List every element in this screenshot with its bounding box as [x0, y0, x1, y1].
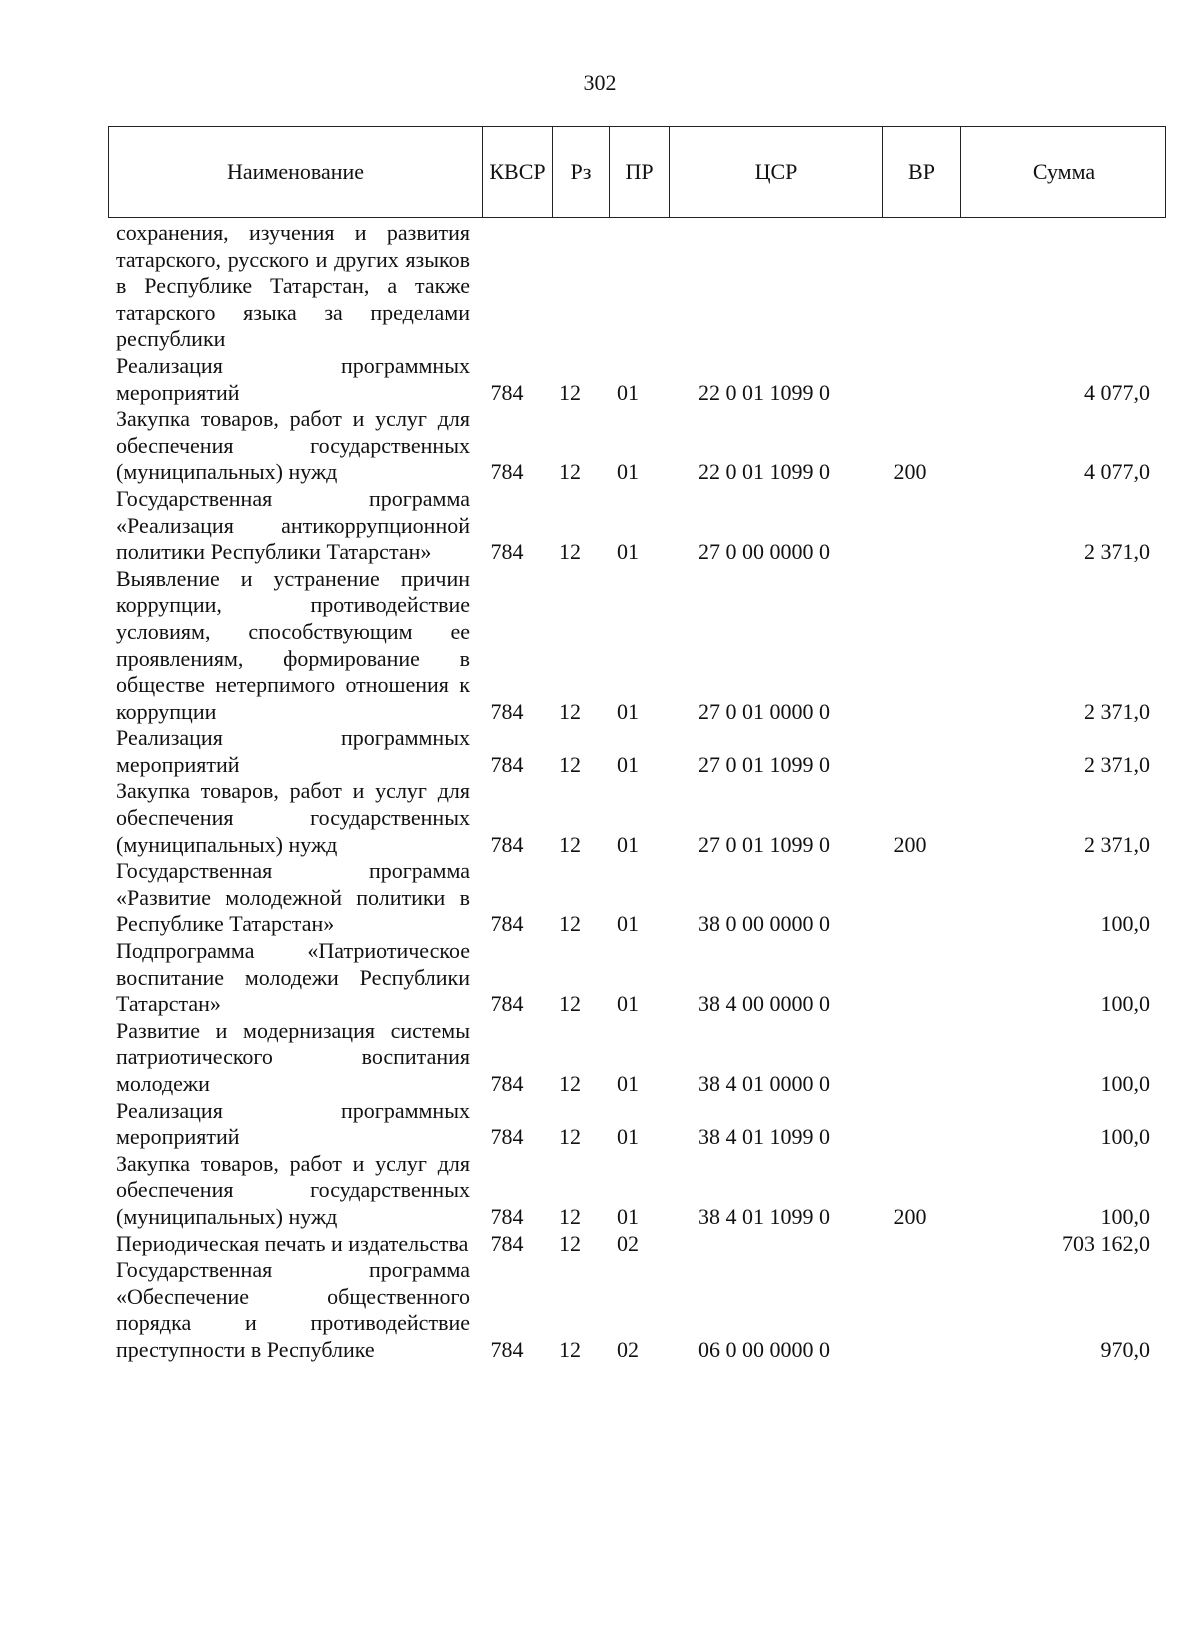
cell-name: Реализация программных мероприятий [116, 1097, 470, 1150]
cell-csr: 38 4 01 1099 0 [698, 1124, 830, 1150]
cell-csr: 27 0 01 1099 0 [698, 751, 830, 777]
page-number: 302 [583, 70, 617, 95]
cell-sum: 100,0 [1100, 991, 1150, 1017]
header-name: Наименование [109, 127, 483, 217]
cell-csr: 22 0 01 1099 0 [698, 459, 830, 485]
cell-pr: 02 [617, 1230, 639, 1256]
table-header [108, 126, 1166, 218]
cell-pr: 01 [617, 539, 639, 565]
cell-sum: 970,0 [1100, 1336, 1150, 1362]
cell-name: Периодическая печать и издательства [116, 1230, 469, 1256]
cell-kvsr: 784 [490, 459, 524, 485]
cell-rz: 12 [559, 1203, 581, 1229]
cell-rz: 12 [559, 1230, 581, 1256]
cell-name: Выявление и устранение причин коррупции, противодействие условиям, способствующим ее проявлениям, формирование в обществе нетерпимого отношения к коррупции [116, 565, 470, 724]
cell-name: сохранения, изучения и развития татарского, русского и других языков в Республике Татарстан, а также татарского языка за пределами республики [116, 220, 470, 352]
cell-csr: 27 0 01 0000 0 [698, 698, 830, 724]
cell-kvsr: 784 [490, 1071, 524, 1096]
table-row [0, 778, 1200, 858]
cell-rz: 12 [559, 991, 581, 1017]
cell-rz: 12 [559, 1336, 581, 1362]
cell-name: Закупка товаров, работ и услуг для обеспечения государственных (муниципальных) нужд [116, 778, 470, 857]
cell-name: Закупка товаров, работ и услуг для обеспечения государственных (муниципальных) нужд [116, 1150, 470, 1229]
cell-rz: 12 [559, 751, 581, 777]
header-pr: ПР [610, 127, 670, 217]
header-csr: ЦСР [670, 127, 883, 217]
cell-name: Реализация программных мероприятий [116, 725, 470, 777]
cell-rz: 12 [559, 698, 581, 724]
cell-pr: 02 [617, 1336, 639, 1362]
cell-kvsr: 784 [490, 831, 524, 857]
cell-rz: 12 [559, 831, 581, 857]
cell-name: Подпрограмма «Патриотическое воспитание молодежи Республики Татарстан» [116, 938, 470, 1017]
table-row [0, 486, 1200, 566]
cell-csr: 06 0 00 0000 0 [698, 1336, 830, 1362]
cell-kvsr: 784 [490, 991, 524, 1017]
header-rz: Рз [553, 127, 610, 217]
table-row [0, 1098, 1200, 1151]
table-body [0, 220, 1200, 1364]
cell-pr: 01 [617, 1071, 639, 1096]
cell-kvsr: 784 [490, 698, 524, 724]
cell-sum: 4 077,0 [1084, 379, 1150, 405]
cell-rz: 12 [559, 1071, 581, 1096]
cell-csr: 38 4 00 0000 0 [698, 991, 830, 1017]
cell-vr: 200 [893, 1203, 927, 1229]
table-row [0, 938, 1200, 1018]
cell-sum: 4 077,0 [1084, 459, 1150, 485]
cell-kvsr: 784 [490, 379, 524, 405]
cell-sum: 2 371,0 [1084, 698, 1150, 724]
header-sum: Сумма [1032, 159, 1096, 184]
cell-pr: 01 [617, 831, 639, 857]
cell-vr: 200 [893, 831, 927, 857]
cell-rz: 12 [559, 379, 581, 405]
cell-pr: 01 [617, 911, 639, 937]
table-row [0, 220, 1200, 353]
table-row [0, 725, 1200, 778]
cell-csr: 38 4 01 0000 0 [698, 1071, 830, 1096]
cell-name: Закупка товаров, работ и услуг для обеспечения государственных (муниципальных) нужд [116, 406, 470, 485]
cell-rz: 12 [559, 1124, 581, 1150]
cell-sum: 2 371,0 [1084, 751, 1150, 777]
table-row [0, 1231, 1200, 1258]
cell-pr: 01 [617, 751, 639, 777]
cell-pr: 01 [617, 1203, 639, 1229]
table-row [0, 566, 1200, 726]
table-row [0, 1018, 1200, 1098]
cell-kvsr: 784 [490, 751, 524, 777]
cell-csr: 22 0 01 1099 0 [698, 379, 830, 405]
table-row [0, 1151, 1200, 1231]
cell-kvsr: 784 [490, 1124, 524, 1150]
cell-rz: 12 [559, 459, 581, 485]
table-row [0, 353, 1200, 406]
cell-kvsr: 784 [490, 911, 524, 937]
header-kvsr: КВСР [483, 127, 553, 217]
cell-pr: 01 [617, 459, 639, 485]
cell-name: Государственная программа «Реализация антикоррупционной политики Республики Татарстан» [116, 485, 470, 565]
cell-rz: 12 [559, 539, 581, 565]
cell-vr: 200 [893, 459, 927, 485]
cell-pr: 01 [617, 698, 639, 724]
cell-sum: 100,0 [1100, 1071, 1150, 1096]
cell-kvsr: 784 [490, 1203, 524, 1229]
cell-name: Государственная программа «Обеспечение общественного порядка и противодействие преступности в Республике [116, 1257, 470, 1362]
cell-pr: 01 [617, 379, 639, 405]
cell-csr: 38 4 01 1099 0 [698, 1203, 830, 1229]
cell-sum: 100,0 [1100, 1124, 1150, 1150]
cell-sum: 100,0 [1100, 1203, 1150, 1229]
cell-kvsr: 784 [490, 539, 524, 565]
cell-csr: 27 0 00 0000 0 [698, 539, 830, 565]
cell-sum: 100,0 [1100, 911, 1150, 937]
table-row [0, 1257, 1200, 1363]
cell-kvsr: 784 [490, 1336, 524, 1362]
cell-name: Реализация программных мероприятий [116, 352, 470, 405]
cell-name: Развитие и модернизация системы патриотического воспитания молодежи [116, 1017, 470, 1096]
cell-kvsr: 784 [490, 1230, 524, 1256]
cell-sum: 2 371,0 [1084, 539, 1150, 565]
cell-rz: 12 [559, 911, 581, 937]
cell-pr: 01 [617, 991, 639, 1017]
cell-name: Государственная программа «Развитие молодежной политики в Республике Татарстан» [116, 858, 470, 937]
cell-sum: 2 371,0 [1084, 831, 1150, 857]
cell-pr: 01 [617, 1124, 639, 1150]
cell-sum: 703 162,0 [1062, 1230, 1150, 1256]
cell-csr: 38 0 00 0000 0 [698, 911, 830, 937]
header-vr: ВР [883, 127, 961, 217]
table-row [0, 858, 1200, 938]
cell-csr: 27 0 01 1099 0 [698, 831, 830, 857]
table-row [0, 406, 1200, 486]
